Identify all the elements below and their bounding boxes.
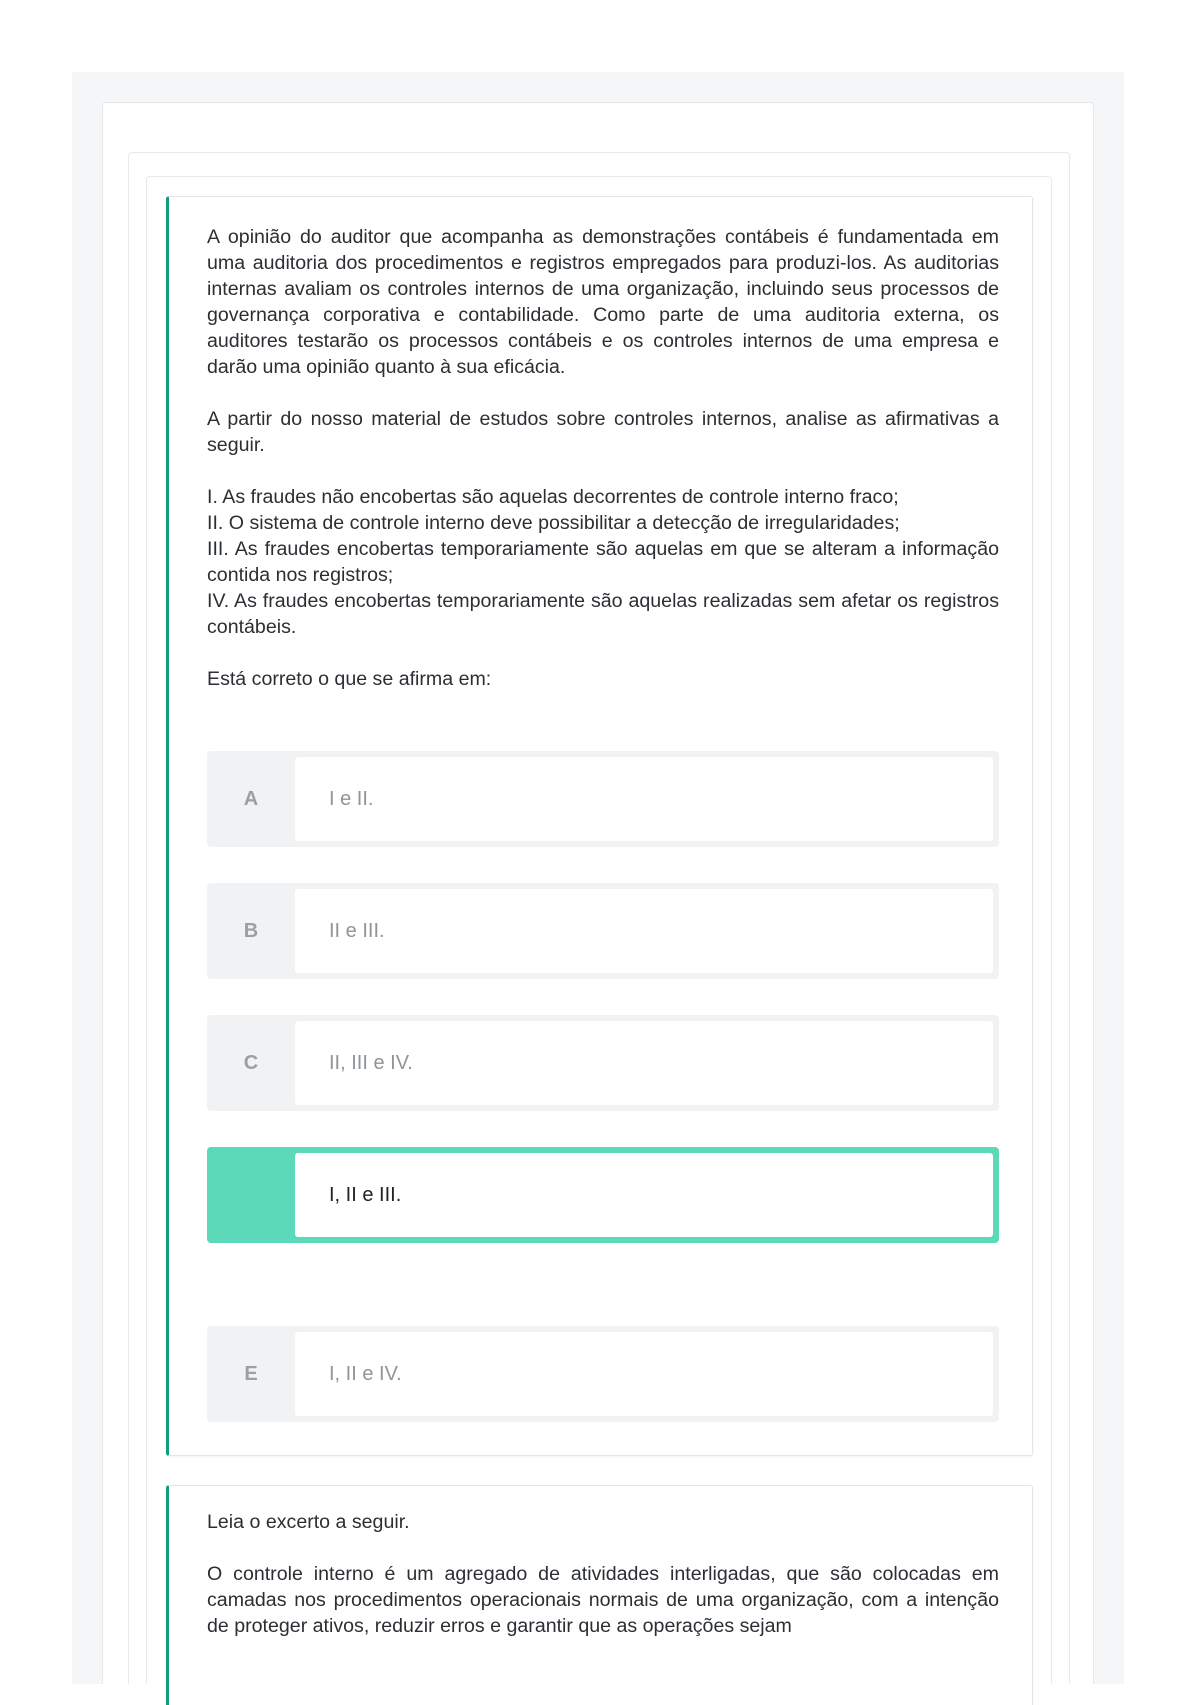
answer-option-e[interactable] (207, 1326, 999, 1422)
question-paragraph: Leia o excerto a seguir. (207, 1511, 410, 1533)
option-letter: B (243, 919, 259, 942)
question-paragraph: O controle interno é um agregado de atividades interligadas, que são colocadas em camadas nos procedimentos operacionais normais de uma organização, com a intenção de proteger ativos, reduzir erros e garantir que as operações sejam (207, 1563, 999, 1637)
answer-option-a[interactable] (207, 751, 999, 847)
answer-option-c[interactable] (207, 1015, 999, 1111)
question-body (207, 1509, 999, 1665)
answer-option-b[interactable] (207, 883, 999, 979)
option-text[interactable]: I, II e IV. (295, 1332, 993, 1416)
statements-list (207, 484, 999, 640)
statement-item: III. As fraudes encobertas temporariamente são aquelas em que se alteram a informação contida nos registros; (207, 538, 999, 586)
option-letter (207, 1147, 295, 1243)
statement-item: IV. As fraudes encobertas temporariamente são aquelas realizadas sem afetar os registros contábeis. (207, 590, 999, 638)
question-body (207, 224, 999, 692)
question-card (166, 196, 1033, 1456)
option-text[interactable]: II, III e IV. (295, 1021, 993, 1105)
question-paragraph: A opinião do auditor que acompanha as demonstrações contábeis é fundamentada em uma auditoria dos procedimentos e registros empregados para produzi-los. As auditorias internas avaliam os controles internos de uma organização, incluindo seus processos de governança corporativa e contabilidade. Como parte de uma auditoria externa, os auditores testarão os processos contábeis e os controles internos de uma empresa e darão uma opinião quanto à sua eficácia. (207, 226, 999, 378)
option-letter: C (243, 1051, 259, 1074)
question-paragraph: A partir do nosso material de estudos sobre controles internos, analise as afirmativas a seguir. (207, 408, 999, 456)
option-text[interactable]: II e III. (295, 889, 993, 973)
question-card (166, 1485, 1033, 1705)
option-text[interactable]: I, II e III. (295, 1153, 993, 1237)
statement-item: II. O sistema de controle interno deve possibilitar a detecção de irregularidades; (207, 512, 900, 534)
option-letter: E (244, 1362, 258, 1385)
statement-item: I. As fraudes não encobertas são aquelas decorrentes de controle interno fraco; (207, 486, 899, 508)
answer-option-d-selected[interactable] (207, 1147, 999, 1243)
option-text[interactable]: I e II. (295, 757, 993, 841)
question-prompt: Está correto o que se afirma em: (207, 668, 492, 690)
option-letter: A (243, 787, 259, 810)
